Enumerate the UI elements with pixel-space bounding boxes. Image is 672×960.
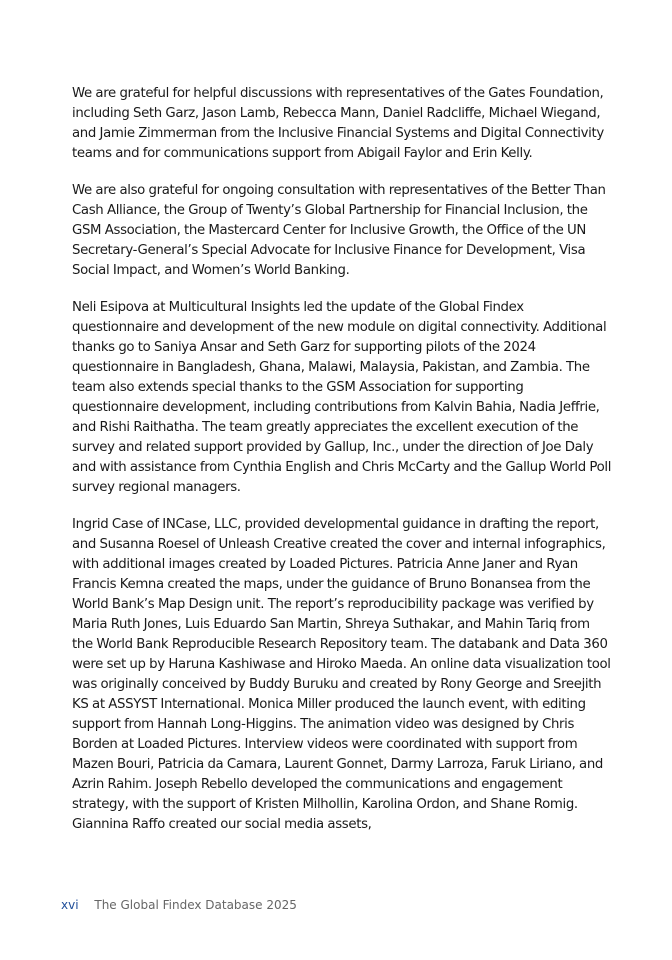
report-title: The Global Findex Database 2025 [94, 898, 297, 912]
page-number: xvi [61, 898, 79, 912]
acknowledgments-body [72, 84, 612, 852]
page-footer [61, 897, 297, 913]
paragraph-consultation: We are also grateful for ongoing consultation with representatives of the Better Than Cash Alliance, the Group of Twenty’s Global Partnership for Financial Inclusion, the GSM Association, the Mastercard Center for Inclusive Growth, the Office of the UN Secretary-General’s Special Advocate for Inclusive Finance for Development, Visa Social Impact, and Women’s World Banking. [72, 183, 606, 278]
paragraph-gates-foundation: We are grateful for helpful discussions with representatives of the Gates Foundation, including Seth Garz, Jason Lamb, Rebecca Mann, Daniel Radcliffe, Michael Wiegand, and Jamie Zimmerman from the Inclusive Financial Systems and Digital Connectivity teams and for communications support from Abigail Faylor and Erin Kelly. [72, 86, 604, 161]
paragraph-production-credits: Ingrid Case of INCase, LLC, provided developmental guidance in drafting the report, and Susanna Roesel of Unleash Creative created the cover and internal infographics, with additional images created by Loaded Pictures. Patricia Anne Janer and Ryan Francis Kemna created the maps, under the guidance of Bruno Bonansea from the World Bank’s Map Design unit. The report’s reproducibility package was verified by Maria Ruth Jones, Luis Eduardo San Martin, Shreya Suthakar, and Mahin Tariq from the World Bank Reproducible Research Repository team. The databank and Data 360 were set up by Haruna Kashiwase and Hiroko Maeda. An online data visualization tool was originally conceived by Buddy Buruku and created by Rony George and Sreejith KS at ASSYST International. Monica Miller produced the launch event, with editing support from Hannah Long-Higgins. The animation video was designed by Chris Borden at Loaded Pictures. Interview videos were coordinated with support from Mazen Bouri, Patricia da Camara, Laurent Gonnet, Darmy Larroza, Faruk Liriano, and Azrin Rahim. Joseph Rebello developed the communications and engagement strategy, with the support of Kristen Milhollin, Karolina Ordon, and Shane Romig. Giannina Raffo created our social media assets, [72, 517, 611, 832]
paragraph-questionnaire: Neli Esipova at Multicultural Insights led the update of the Global Findex questionnaire and development of the new module on digital connectivity. Additional thanks go to Saniya Ansar and Seth Garz for supporting pilots of the 2024 questionnaire in Bangladesh, Ghana, Malawi, Malaysia, Pakistan, and Zambia. The team also extends special thanks to the GSM Association for supporting questionnaire development, including contributions from Kalvin Bahia, Nadia Jeffrie, and Rishi Raithatha. The team greatly appreciates the excellent execution of the survey and related support provided by Gallup, Inc., under the direction of Joe Daly and with assistance from Cynthia English and Chris McCarty and the Gallup World Poll survey regional managers. [72, 300, 612, 495]
